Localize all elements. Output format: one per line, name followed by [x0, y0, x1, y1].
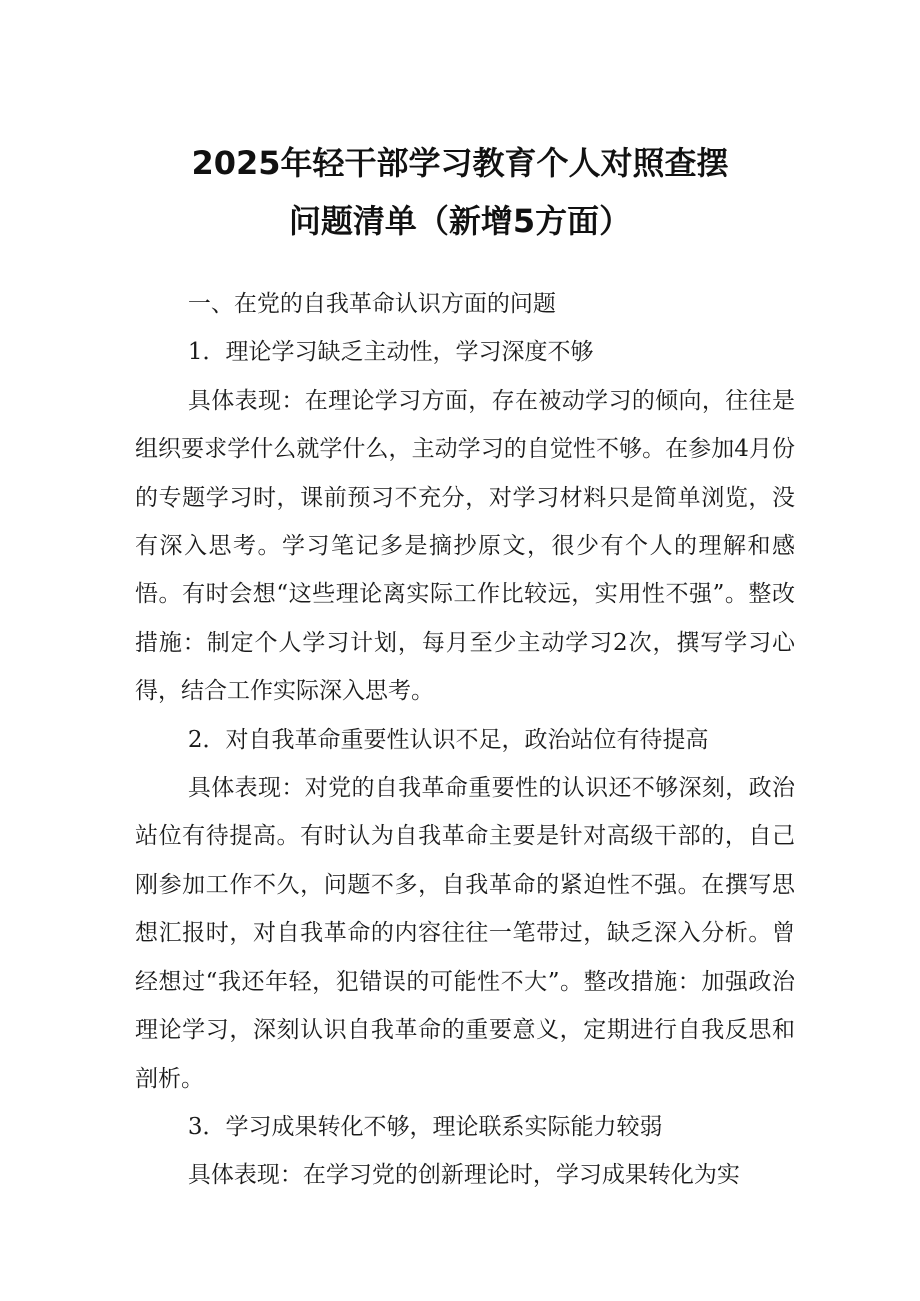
document-title-line-2: 问题清单（新增5方面）: [288, 202, 632, 240]
body-paragraph-3: 具体表现：在学习党的创新理论时，学习成果转化为实: [187, 1162, 740, 1189]
section-heading: 一、在党的自我革命认识方面的问题: [187, 291, 556, 317]
document-title-line-1: 2025年轻干部学习教育个人对照查摆: [191, 144, 729, 182]
body-paragraph-1: 具体表现：在理论学习方面，存在被动学习的倾向，往往是组织要求学什么就学什么，主动学习的自觉性不够。在参加4月份的专题学习时，课前预习不充分，对学习材料只是简单浏览，没有深入思考。学习笔记多是摘抄原文，很少有个人的理解和感悟。有时会想“这些理论离实际工作比较远，实用性不强”。整改措施：制定个人学习计划，每月至少主动学习2次，撰写学习心得，结合工作实际深入思考。: [135, 387, 795, 705]
item-heading-2: 2．对自我革命重要性认识不足，政治站位有待提高: [187, 726, 709, 753]
item-heading-1: 1．理论学习缺乏主动性，学习深度不够: [187, 339, 594, 366]
document-body: [135, 280, 795, 1200]
item-heading-3: 3．学习成果转化不够，理论联系实际能力较弱: [187, 1113, 663, 1140]
body-paragraph-2: 具体表现：对党的自我革命重要性的认识还不够深刻，政治站位有待提高。有时认为自我革命主要是针对高级干部的，自己刚参加工作不久，问题不多，自我革命的紧迫性不强。在撰写思想汇报时，对自我革命的内容往往一笔带过，缺乏深入分析。曾经想过“我还年轻，犯错误的可能性不大”。整改措施：加强政治理论学习，深刻认识自我革命的重要意义，定期进行自我反思和剖析。: [135, 775, 795, 1092]
